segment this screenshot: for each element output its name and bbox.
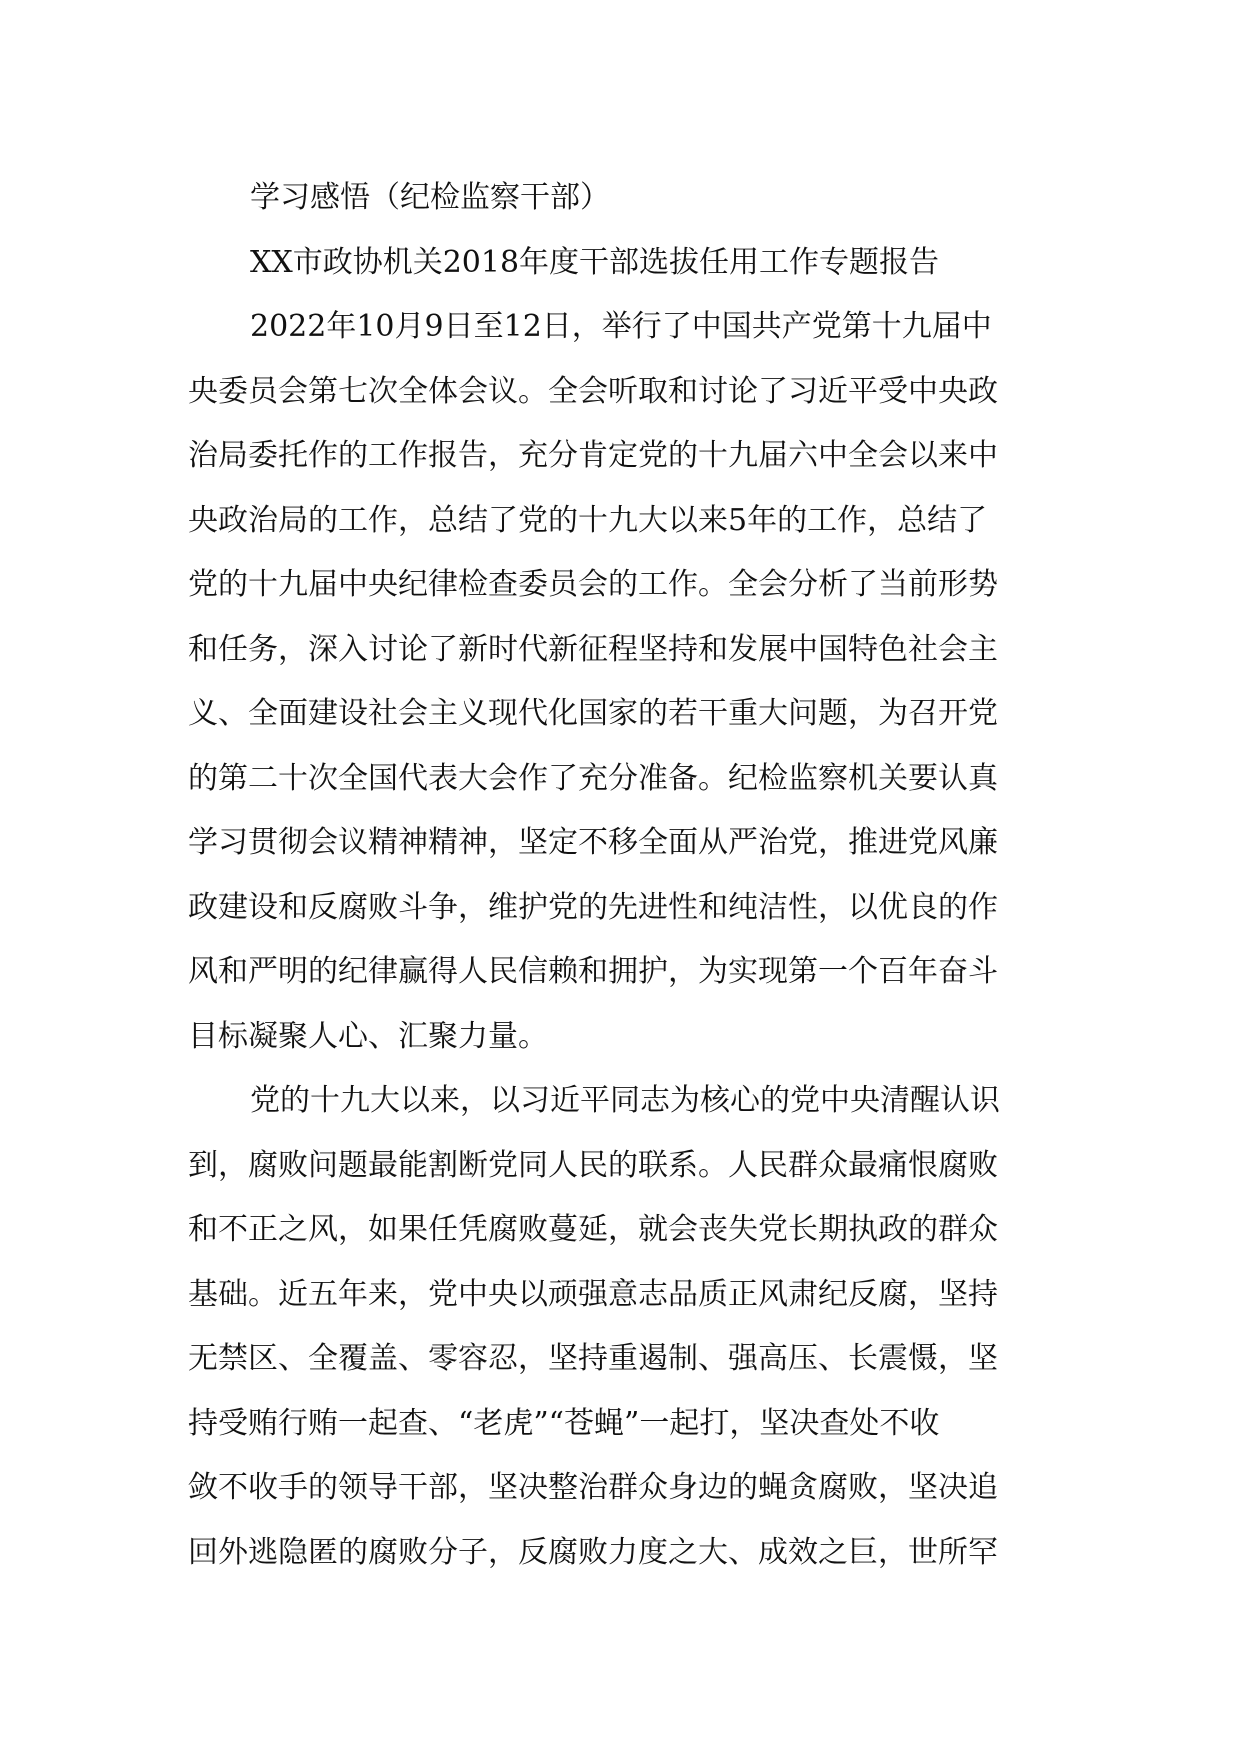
- paragraph-line: 和不正之风，如果任凭腐败蔓延，就会丧失党长期执政的群众: [188, 1212, 998, 1247]
- paragraph-line: 无禁区、全覆盖、零容忍，坚持重遏制、强高压、长震慑，坚: [188, 1341, 998, 1376]
- paragraph-line: 目标凝聚人心、汇聚力量。: [188, 1018, 548, 1054]
- paragraph-line: 央政治局的工作，总结了党的十九大以来5年的工作，总结了: [188, 502, 988, 538]
- paragraph-line: 学习贯彻会议精神精神，坚定不移全面从严治党，推进党风廉: [188, 825, 998, 860]
- heading-study-reflection: 学习感悟（纪检监察干部）: [250, 180, 610, 215]
- paragraph-line: 治局委托作的工作报告，充分肯定党的十九届六中全会以来中: [188, 438, 998, 473]
- paragraph-line: 基础。近五年来，党中央以顽强意志品质正风肃纪反腐，坚持: [188, 1276, 998, 1312]
- document-body: [188, 166, 1056, 1585]
- paragraph-line: 敛不收手的领导干部，坚决整治群众身边的蝇贪腐败，坚决追: [188, 1470, 998, 1505]
- heading-report-title: XX市政协机关2018年度干部选拔任用工作专题报告: [250, 244, 940, 280]
- paragraph-line: 风和严明的纪律赢得人民信赖和拥护，为实现第一个百年奋斗: [188, 954, 998, 989]
- paragraph-line: 到，腐败问题最能割断党同人民的联系。人民群众最痛恨腐败: [188, 1147, 998, 1183]
- paragraph-line: 党的十九届中央纪律检查委员会的工作。全会分析了当前形势: [188, 567, 998, 602]
- paragraph-line: 持受贿行贿一起查、“老虎”“苍蝇”一起打，坚决查处不收: [188, 1405, 940, 1441]
- paragraph-line: 党的十九大以来，以习近平同志为核心的党中央清醒认识: [250, 1083, 1000, 1118]
- paragraph-line: 央委员会第七次全体会议。全会听取和讨论了习近平受中央政: [188, 373, 998, 409]
- paragraph-anti-corruption: [188, 1069, 1056, 1585]
- paragraph-line: 政建设和反腐败斗争，维护党的先进性和纯洁性，以优良的作: [188, 889, 998, 925]
- paragraph-line: 义、全面建设社会主义现代化国家的若干重大问题，为召开党: [188, 696, 998, 731]
- paragraph-line: 回外逃隐匿的腐败分子，反腐败力度之大、成效之巨，世所罕: [188, 1534, 998, 1570]
- paragraph-line: 2022年10月9日至12日，举行了中国共产党第十九届中: [250, 309, 992, 344]
- paragraph-plenary-session: [188, 295, 1056, 1069]
- paragraph-line: 和任务，深入讨论了新时代新征程坚持和发展中国特色社会主: [188, 631, 998, 667]
- paragraph-line: 的第二十次全国代表大会作了充分准备。纪检监察机关要认真: [188, 760, 998, 796]
